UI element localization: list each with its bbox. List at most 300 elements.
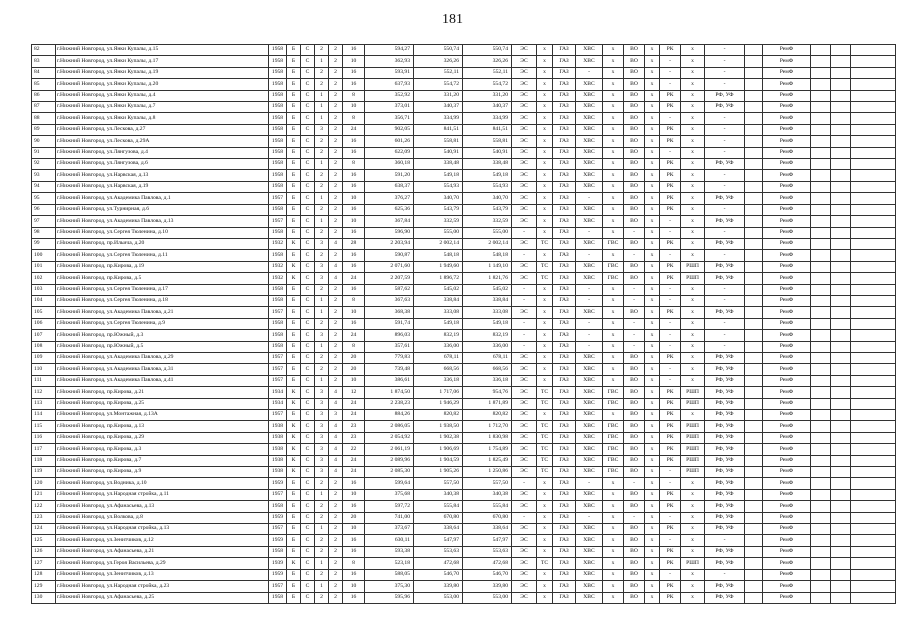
cell-v19 bbox=[745, 489, 763, 500]
cell-gas: ГАЗ bbox=[553, 193, 576, 204]
cell-v19 bbox=[745, 216, 763, 227]
cell-gas: ГАЗ bbox=[553, 444, 576, 455]
cell-area-living: 1 902,38 bbox=[414, 432, 463, 443]
cell-v19 bbox=[745, 318, 763, 329]
cell-v18: РФ, УФ bbox=[705, 501, 745, 512]
cell-v19 bbox=[745, 352, 763, 363]
cell-v20: РемФ bbox=[763, 467, 811, 478]
cell-v21 bbox=[811, 147, 831, 158]
cell-apartments: 12 bbox=[343, 387, 365, 398]
cell-v20: РемФ bbox=[763, 444, 811, 455]
cell-v20: РемФ bbox=[763, 501, 811, 512]
cell-series: С bbox=[301, 432, 315, 443]
cell-material: К bbox=[287, 398, 301, 409]
cell-material: Б bbox=[287, 181, 301, 192]
table-row bbox=[32, 295, 896, 306]
cell-apartments: 16 bbox=[343, 227, 365, 238]
cell-v23 bbox=[851, 569, 896, 580]
cell-material: Б bbox=[287, 204, 301, 215]
cell-v17: РШП bbox=[681, 273, 705, 284]
cell-area-residential: 336,00 bbox=[463, 341, 512, 352]
cell-v15: х bbox=[645, 341, 660, 352]
cell-v20: РемФ bbox=[763, 227, 811, 238]
cell-v23 bbox=[851, 227, 896, 238]
cell-series: С bbox=[301, 318, 315, 329]
cell-area-living: 555,84 bbox=[414, 501, 463, 512]
cell-v10: х bbox=[537, 113, 553, 124]
cell-address: г.Нижний Новгород, ул.Янки Купалы, д.17 bbox=[56, 56, 269, 67]
cell-address: г.Нижний Новгород, ул.Сергея Тюленина, д.10 bbox=[56, 227, 269, 238]
cell-material: Б bbox=[287, 535, 301, 546]
cell-v18: РФ, УФ bbox=[705, 261, 745, 272]
cell-material: Б bbox=[287, 170, 301, 181]
cell-sewer: ВО bbox=[624, 136, 645, 147]
cell-gas: ГАЗ bbox=[553, 79, 576, 90]
cell-series: С bbox=[301, 147, 315, 158]
cell-v18: РФ, УФ bbox=[705, 455, 745, 466]
cell-v10: ТС bbox=[537, 432, 553, 443]
cell-v22 bbox=[831, 56, 851, 67]
cell-address: г.Нижний Новгород, ул.Сергея Тюленина, д.18 bbox=[56, 295, 269, 306]
cell-v17: х bbox=[681, 238, 705, 249]
cell-water: ХВС bbox=[576, 113, 603, 124]
cell-area-residential: 670,80 bbox=[463, 512, 512, 523]
cell-sewer: - bbox=[624, 318, 645, 329]
cell-year: 1958 bbox=[269, 113, 287, 124]
cell-v22 bbox=[831, 250, 851, 261]
table-row bbox=[32, 581, 896, 592]
cell-area-living: 1 904,59 bbox=[414, 455, 463, 466]
cell-num: 112 bbox=[32, 387, 56, 398]
cell-area-residential: 338,84 bbox=[463, 295, 512, 306]
cell-v16: РК bbox=[660, 181, 681, 192]
cell-water: - bbox=[576, 330, 603, 341]
cell-year: 1959 bbox=[269, 569, 287, 580]
cell-apartments: 8 bbox=[343, 159, 365, 170]
table-row bbox=[32, 318, 896, 329]
cell-v10: х bbox=[537, 410, 553, 421]
cell-year: 1957 bbox=[269, 489, 287, 500]
cell-area-total: 373,01 bbox=[365, 102, 414, 113]
cell-area-residential: 554,93 bbox=[463, 181, 512, 192]
cell-gas: ГАЗ bbox=[553, 113, 576, 124]
cell-v22 bbox=[831, 512, 851, 523]
cell-num: 82 bbox=[32, 45, 56, 56]
cell-area-residential: 1 825,49 bbox=[463, 455, 512, 466]
cell-year: 1958 bbox=[269, 250, 287, 261]
cell-material: Б bbox=[287, 79, 301, 90]
cell-v18: - bbox=[705, 79, 745, 90]
cell-sewer: ВО bbox=[624, 364, 645, 375]
cell-v18: - bbox=[705, 330, 745, 341]
cell-v21 bbox=[811, 307, 831, 318]
cell-area-total: 373,67 bbox=[365, 524, 414, 535]
cell-address: г.Нижний Новгород, ул.Афанасьева, д.25 bbox=[56, 592, 269, 603]
cell-address: г.Нижний Новгород, ул.Нарвская, д.13 bbox=[56, 170, 269, 181]
cell-area-living: 336,18 bbox=[414, 375, 463, 386]
cell-year: 1958 bbox=[269, 56, 287, 67]
cell-v18: - bbox=[705, 250, 745, 261]
cell-apartments: 24 bbox=[343, 455, 365, 466]
cell-v17: х bbox=[681, 592, 705, 603]
cell-address: г.Нижний Новгород, ул.Академика Павлова, д.29 bbox=[56, 352, 269, 363]
cell-entrances: 2 bbox=[329, 307, 343, 318]
table-row bbox=[32, 90, 896, 101]
table-row bbox=[32, 524, 896, 535]
cell-water: - bbox=[576, 478, 603, 489]
cell-v18: РФ, УФ bbox=[705, 159, 745, 170]
cell-area-living: 550,74 bbox=[414, 45, 463, 56]
cell-v18: РФ, УФ bbox=[705, 193, 745, 204]
cell-heating: - bbox=[512, 330, 537, 341]
table-row bbox=[32, 592, 896, 603]
cell-v17: х bbox=[681, 581, 705, 592]
cell-area-total: 375,30 bbox=[365, 581, 414, 592]
cell-heating: - bbox=[512, 250, 537, 261]
cell-v15: х bbox=[645, 227, 660, 238]
cell-series: С bbox=[301, 375, 315, 386]
cell-apartments: 16 bbox=[343, 261, 365, 272]
cell-floors: 3 bbox=[315, 398, 329, 409]
cell-area-residential: 338,48 bbox=[463, 159, 512, 170]
cell-v23 bbox=[851, 79, 896, 90]
cell-area-residential: 334,99 bbox=[463, 113, 512, 124]
cell-series: С bbox=[301, 102, 315, 113]
cell-material: Б bbox=[287, 512, 301, 523]
cell-v15: х bbox=[645, 295, 660, 306]
cell-area-total: 622,09 bbox=[365, 147, 414, 158]
cell-water: ХВС bbox=[576, 273, 603, 284]
cell-water: ХВС bbox=[576, 569, 603, 580]
cell-v20: РемФ bbox=[763, 307, 811, 318]
cell-series: С bbox=[301, 330, 315, 341]
cell-v19 bbox=[745, 261, 763, 272]
cell-apartments: 24 bbox=[343, 330, 365, 341]
cell-v10: х bbox=[537, 341, 553, 352]
cell-floors: 3 bbox=[315, 432, 329, 443]
cell-address: г.Нижний Новгород, ул.Янки Купалы, д.4 bbox=[56, 90, 269, 101]
cell-apartments: 10 bbox=[343, 375, 365, 386]
cell-gas: ГАЗ bbox=[553, 501, 576, 512]
cell-v23 bbox=[851, 352, 896, 363]
table-row bbox=[32, 102, 896, 113]
cell-v18: - bbox=[705, 56, 745, 67]
cell-v15: х bbox=[645, 489, 660, 500]
cell-year: 1932 bbox=[269, 273, 287, 284]
cell-apartments: 10 bbox=[343, 489, 365, 500]
cell-v18: РФ, УФ bbox=[705, 524, 745, 535]
cell-v22 bbox=[831, 581, 851, 592]
cell-v20: РемФ bbox=[763, 295, 811, 306]
cell-v19 bbox=[745, 467, 763, 478]
cell-series: С bbox=[301, 261, 315, 272]
table-row bbox=[32, 512, 896, 523]
cell-heating: ЭС bbox=[512, 501, 537, 512]
cell-entrances: 2 bbox=[329, 501, 343, 512]
cell-v22 bbox=[831, 489, 851, 500]
cell-area-residential: 954,76 bbox=[463, 387, 512, 398]
cell-v22 bbox=[831, 501, 851, 512]
cell-water: - bbox=[576, 295, 603, 306]
cell-sewer: ВО bbox=[624, 546, 645, 557]
cell-sewer: ВО bbox=[624, 193, 645, 204]
cell-water: - bbox=[576, 318, 603, 329]
cell-v23 bbox=[851, 558, 896, 569]
cell-series: С bbox=[301, 387, 315, 398]
table-row bbox=[32, 375, 896, 386]
cell-area-living: 548,18 bbox=[414, 250, 463, 261]
cell-v16: РК bbox=[660, 238, 681, 249]
cell-v10: х bbox=[537, 181, 553, 192]
cell-area-living: 339,80 bbox=[414, 581, 463, 592]
cell-material: Б bbox=[287, 592, 301, 603]
cell-year: 1958 bbox=[269, 90, 287, 101]
cell-v16: - bbox=[660, 569, 681, 580]
cell-sewer: ВО bbox=[624, 581, 645, 592]
table-row bbox=[32, 501, 896, 512]
cell-address: г.Нижний Новгород, ул.Академика Павлова, д.1 bbox=[56, 193, 269, 204]
cell-area-living: 472,68 bbox=[414, 558, 463, 569]
cell-v15: х bbox=[645, 216, 660, 227]
cell-area-living: 1 949,60 bbox=[414, 261, 463, 272]
cell-v18: РФ, УФ bbox=[705, 102, 745, 113]
cell-year: 1957 bbox=[269, 193, 287, 204]
table-row bbox=[32, 45, 896, 56]
cell-v13: х bbox=[603, 341, 624, 352]
cell-v21 bbox=[811, 410, 831, 421]
cell-floors: 1 bbox=[315, 193, 329, 204]
cell-water: ХВС bbox=[576, 170, 603, 181]
cell-address: г.Нижний Новгород, ул.Сергея Тюленина, д.11 bbox=[56, 250, 269, 261]
cell-area-total: 596,90 bbox=[365, 227, 414, 238]
cell-address: г.Нижний Новгород, ул.Академика Павлова, д.31 bbox=[56, 364, 269, 375]
cell-v18: РФ, УФ bbox=[705, 546, 745, 557]
cell-series: С bbox=[301, 444, 315, 455]
cell-v10: х bbox=[537, 227, 553, 238]
cell-year: 1958 bbox=[269, 227, 287, 238]
cell-v16: - bbox=[660, 284, 681, 295]
cell-water: ХВС bbox=[576, 421, 603, 432]
cell-material: Б bbox=[287, 102, 301, 113]
cell-heating: ЭС bbox=[512, 45, 537, 56]
cell-v21 bbox=[811, 273, 831, 284]
cell-v19 bbox=[745, 330, 763, 341]
cell-gas: ГАЗ bbox=[553, 387, 576, 398]
cell-year: 1957 bbox=[269, 352, 287, 363]
cell-heating: ЭС bbox=[512, 352, 537, 363]
cell-water: ХВС bbox=[576, 375, 603, 386]
cell-v15: х bbox=[645, 524, 660, 535]
cell-v17: х bbox=[681, 501, 705, 512]
cell-sewer: ВО bbox=[624, 113, 645, 124]
cell-v21 bbox=[811, 364, 831, 375]
cell-v10: х bbox=[537, 581, 553, 592]
cell-v15: х bbox=[645, 398, 660, 409]
cell-floors: 2 bbox=[315, 170, 329, 181]
cell-v15: х bbox=[645, 501, 660, 512]
cell-v17: х bbox=[681, 295, 705, 306]
cell-apartments: 16 bbox=[343, 478, 365, 489]
cell-num: 126 bbox=[32, 546, 56, 557]
cell-v13: х bbox=[603, 113, 624, 124]
cell-v10: х bbox=[537, 512, 553, 523]
cell-v13: х bbox=[603, 478, 624, 489]
cell-num: 122 bbox=[32, 501, 56, 512]
cell-v10: ТС bbox=[537, 455, 553, 466]
cell-v21 bbox=[811, 387, 831, 398]
cell-v23 bbox=[851, 318, 896, 329]
cell-v16: - bbox=[660, 375, 681, 386]
table-row bbox=[32, 444, 896, 455]
cell-v18: РФ, УФ bbox=[705, 90, 745, 101]
cell-v16: РК bbox=[660, 387, 681, 398]
cell-heating: ЭС bbox=[512, 489, 537, 500]
cell-area-total: 367,63 bbox=[365, 295, 414, 306]
cell-material: Б bbox=[287, 227, 301, 238]
cell-v15: х bbox=[645, 90, 660, 101]
cell-gas: ГАЗ bbox=[553, 478, 576, 489]
cell-sewer: ВО bbox=[624, 45, 645, 56]
cell-v15: х bbox=[645, 455, 660, 466]
cell-entrances: 2 bbox=[329, 170, 343, 181]
cell-floors: 3 bbox=[315, 273, 329, 284]
cell-sewer: - bbox=[624, 341, 645, 352]
cell-area-residential: 553,63 bbox=[463, 546, 512, 557]
cell-water: ХВС bbox=[576, 467, 603, 478]
cell-v21 bbox=[811, 136, 831, 147]
cell-num: 110 bbox=[32, 364, 56, 375]
cell-gas: ГАЗ bbox=[553, 238, 576, 249]
cell-v16: РК bbox=[660, 581, 681, 592]
cell-address: г.Нижний Новгород, ул.Водника, д.10 bbox=[56, 478, 269, 489]
cell-gas: ГАЗ bbox=[553, 204, 576, 215]
cell-v18: - bbox=[705, 113, 745, 124]
cell-series: С bbox=[301, 546, 315, 557]
cell-area-total: 588,05 bbox=[365, 569, 414, 580]
cell-v16: РК bbox=[660, 90, 681, 101]
cell-num: 107 bbox=[32, 330, 56, 341]
cell-v22 bbox=[831, 124, 851, 135]
cell-area-total: 601,26 bbox=[365, 136, 414, 147]
cell-material: К bbox=[287, 467, 301, 478]
cell-address: г.Нижний Новгород, ул.Зенитчиков, д.12 bbox=[56, 535, 269, 546]
cell-area-living: 1 717,06 bbox=[414, 387, 463, 398]
cell-v10: ТС bbox=[537, 444, 553, 455]
cell-v15: х bbox=[645, 273, 660, 284]
cell-floors: 2 bbox=[315, 136, 329, 147]
cell-v15: х bbox=[645, 67, 660, 78]
cell-year: 1958 bbox=[269, 204, 287, 215]
cell-v16: РК bbox=[660, 352, 681, 363]
cell-v17: х bbox=[681, 56, 705, 67]
cell-entrances: 2 bbox=[329, 489, 343, 500]
cell-v19 bbox=[745, 410, 763, 421]
cell-v23 bbox=[851, 136, 896, 147]
cell-area-residential: 2 002,14 bbox=[463, 238, 512, 249]
cell-heating: ЭС bbox=[512, 124, 537, 135]
cell-heating: ЭС bbox=[512, 193, 537, 204]
cell-v21 bbox=[811, 455, 831, 466]
cell-v22 bbox=[831, 444, 851, 455]
cell-v15: х bbox=[645, 204, 660, 215]
cell-v15: х bbox=[645, 250, 660, 261]
cell-v22 bbox=[831, 227, 851, 238]
cell-v19 bbox=[745, 444, 763, 455]
cell-sewer: ВО bbox=[624, 352, 645, 363]
cell-v19 bbox=[745, 90, 763, 101]
cell-v23 bbox=[851, 238, 896, 249]
cell-area-total: 593,38 bbox=[365, 546, 414, 557]
cell-apartments: 10 bbox=[343, 581, 365, 592]
cell-v13: ГВС bbox=[603, 455, 624, 466]
cell-v17: х bbox=[681, 227, 705, 238]
cell-area-living: 553,00 bbox=[414, 592, 463, 603]
cell-v16: - bbox=[660, 56, 681, 67]
cell-v15: х bbox=[645, 410, 660, 421]
cell-v18: - bbox=[705, 227, 745, 238]
cell-v21 bbox=[811, 318, 831, 329]
table-row bbox=[32, 455, 896, 466]
cell-v20: РемФ bbox=[763, 558, 811, 569]
cell-entrances: 4 bbox=[329, 398, 343, 409]
cell-area-total: 779,83 bbox=[365, 352, 414, 363]
cell-apartments: 16 bbox=[343, 569, 365, 580]
cell-area-living: 1 906,69 bbox=[414, 444, 463, 455]
cell-v10: х bbox=[537, 375, 553, 386]
cell-v13: х bbox=[603, 204, 624, 215]
cell-gas: ГАЗ bbox=[553, 375, 576, 386]
cell-year: 1958 bbox=[269, 67, 287, 78]
cell-entrances: 4 bbox=[329, 421, 343, 432]
cell-gas: ГАЗ bbox=[553, 159, 576, 170]
cell-area-total: 2 054,92 bbox=[365, 432, 414, 443]
cell-year: 1958 bbox=[269, 124, 287, 135]
cell-apartments: 24 bbox=[343, 124, 365, 135]
cell-v22 bbox=[831, 375, 851, 386]
cell-material: Б bbox=[287, 90, 301, 101]
cell-heating: ЭС bbox=[512, 238, 537, 249]
cell-v19 bbox=[745, 535, 763, 546]
cell-gas: ГАЗ bbox=[553, 170, 576, 181]
cell-v10: х bbox=[537, 250, 553, 261]
cell-v16: РК bbox=[660, 432, 681, 443]
cell-apartments: 24 bbox=[343, 398, 365, 409]
cell-v13: х bbox=[603, 90, 624, 101]
cell-v23 bbox=[851, 478, 896, 489]
cell-v19 bbox=[745, 159, 763, 170]
cell-v17: х bbox=[681, 170, 705, 181]
cell-v10: х bbox=[537, 592, 553, 603]
cell-v16: РК bbox=[660, 398, 681, 409]
cell-v17: х bbox=[681, 364, 705, 375]
table-row bbox=[32, 147, 896, 158]
cell-v18: РФ, УФ bbox=[705, 512, 745, 523]
cell-year: 1958 bbox=[269, 159, 287, 170]
cell-v18: - bbox=[705, 295, 745, 306]
cell-year: 1959 bbox=[269, 478, 287, 489]
cell-v17: РШП bbox=[681, 261, 705, 272]
cell-v23 bbox=[851, 501, 896, 512]
cell-v15: х bbox=[645, 569, 660, 580]
cell-water: ХВС bbox=[576, 238, 603, 249]
cell-v22 bbox=[831, 524, 851, 535]
cell-heating: ЭС bbox=[512, 170, 537, 181]
cell-address: г.Нижний Новгород, ул.Лескова, д.27 bbox=[56, 124, 269, 135]
cell-v10: ТС bbox=[537, 558, 553, 569]
cell-v15: х bbox=[645, 478, 660, 489]
cell-v23 bbox=[851, 204, 896, 215]
cell-v23 bbox=[851, 375, 896, 386]
